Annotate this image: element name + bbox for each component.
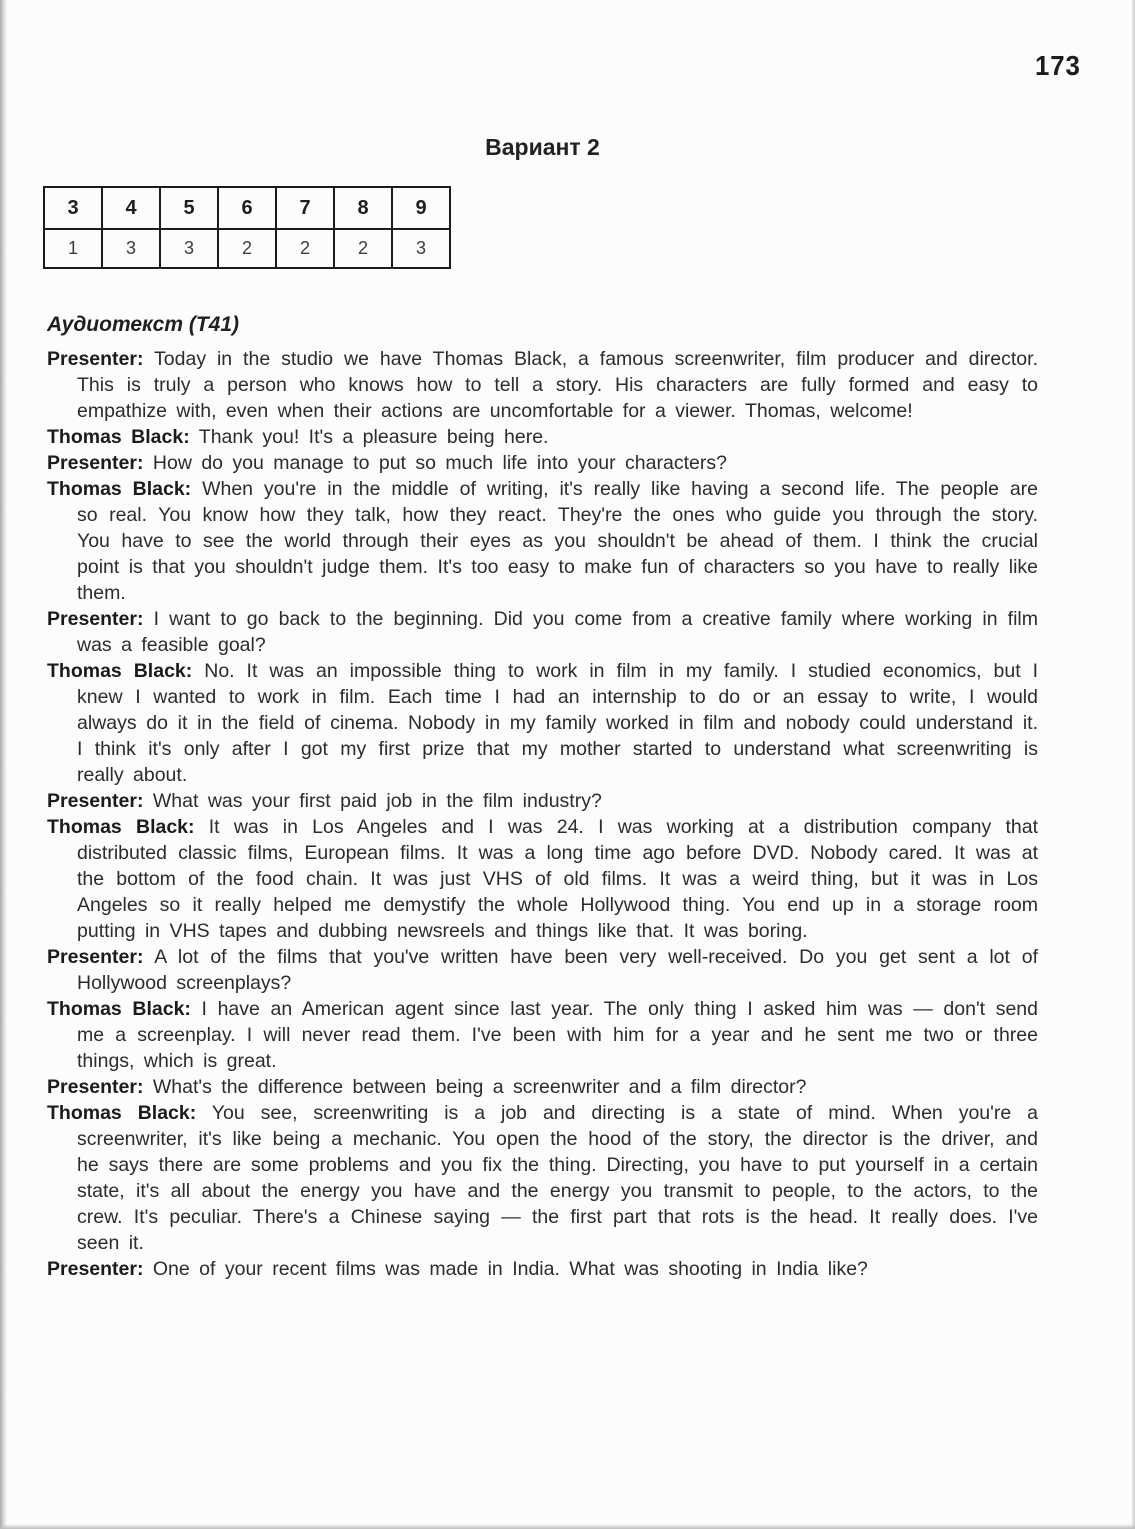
speech-text: I have an American agent since last year. The only thing I asked him was — don't send me a screenplay. I will never read them. I've been with him for a year and he sent me two or three things, which is great. [77, 998, 1038, 1072]
answer-number-cell: 9 [392, 187, 450, 229]
speech-text: One of your recent films was made in India. What was shooting in India like? [152, 1258, 868, 1280]
answer-number-cell: 6 [218, 187, 276, 229]
scan-edge-bottom [0, 1524, 1135, 1529]
speech-text: It was in Los Angeles and I was 24. I was working at a distribution company that distributed classic films, European films. It was a long time ago before DVD. Nobody cared. It was at the bottom of the food chain. It was just VHS of old films. It was a weird thing, but it was in Los Angeles so it really helped me demystify the whole Hollywood thing. You end up in a storage room putting in VHS tapes and dubbing newsreels and things like that. It was boring. [77, 816, 1038, 942]
transcript-paragraph [47, 944, 1038, 996]
speech-text: When you're in the middle of writing, it's really like having a second life. The people are so real. You know how they talk, how they react. They're the ones who guide you through the story. You have to see the world through their eyes as you shouldn't be ahead of them. I think the crucial point is that you shouldn't judge them. It's too easy to make fun of characters so you have to really like them. [77, 478, 1039, 604]
transcript-paragraph [47, 814, 1038, 944]
speech-text: Today in the studio we have Thomas Black, a famous screenwriter, film producer and director. This is truly a person who knows how to tell a story. His characters are fully formed and easy to empathize with, even when their actions are uncomfortable for a viewer. Thomas, welcome! [77, 348, 1038, 422]
answer-number-cell: 3 [44, 187, 102, 229]
speaker-label: Thomas Black: [47, 1102, 197, 1124]
answer-value-cell: 2 [218, 229, 276, 268]
transcript-paragraph [47, 788, 1038, 814]
speech-text: What was your first paid job in the film industry? [152, 790, 602, 812]
transcript-paragraph [47, 450, 1038, 476]
transcript-paragraph [47, 1256, 1038, 1282]
transcript-paragraph [47, 1100, 1038, 1256]
speaker-label: Presenter: [47, 452, 144, 474]
answer-value-cell: 3 [160, 229, 218, 268]
answer-number-cell: 8 [334, 187, 392, 229]
speaker-label: Presenter: [47, 1076, 144, 1098]
transcript-paragraph [47, 424, 1038, 450]
speaker-label: Presenter: [47, 790, 144, 812]
transcript-paragraph [47, 658, 1038, 788]
transcript-paragraph [47, 476, 1038, 606]
answers-value-row [44, 229, 450, 268]
speech-text: I want to go back to the beginning. Did you come from a creative family where working in film was a feasible goal? [77, 608, 1039, 656]
scan-edge-left [0, 0, 7, 1529]
answer-value-cell: 3 [392, 229, 450, 268]
page-number: 173 [1035, 50, 1081, 81]
speech-text: What's the difference between being a screenwriter and a film director? [152, 1076, 807, 1098]
speaker-label: Presenter: [47, 608, 144, 630]
speaker-label: Thomas Black: [47, 426, 190, 448]
answer-value-cell: 2 [276, 229, 334, 268]
scan-edge-right [1131, 0, 1135, 1529]
speaker-label: Thomas Black: [47, 478, 192, 500]
speech-text: Thank you! It's a pleasure being here. [198, 426, 549, 448]
answers-header-row [44, 187, 450, 229]
answer-number-cell: 4 [102, 187, 160, 229]
transcript-paragraph [47, 346, 1038, 424]
answer-value-cell: 3 [102, 229, 160, 268]
transcript-paragraph [47, 1074, 1038, 1100]
answer-number-cell: 7 [276, 187, 334, 229]
speaker-label: Presenter: [47, 348, 144, 370]
speech-text: No. It was an impossible thing to work in film in my family. I studied economics, but I knew I wanted to work in film. Each time I had an internship to do or an essay to write, I would always do it in the field of cinema. Nobody in my family worked in film and nobody could understand it. I think it's only after I got my first prize that my mother started to understand what screenwriting is really about. [77, 660, 1039, 786]
answer-number-cell: 5 [160, 187, 218, 229]
answer-value-cell: 1 [44, 229, 102, 268]
speech-text: A lot of the films that you've written have been very well-received. Do you get sent a lot of Hollywood screenplays? [77, 946, 1038, 994]
speaker-label: Presenter: [47, 946, 144, 968]
answer-value-cell: 2 [334, 229, 392, 268]
speaker-label: Thomas Black: [47, 660, 193, 682]
transcript-paragraph [47, 606, 1038, 658]
speaker-label: Thomas Black: [47, 816, 195, 838]
speech-text: You see, screenwriting is a job and directing is a state of mind. When you're a screenwriter, it's like being a mechanic. You open the hood of the story, the director is the driver, and he says there are some problems and you fix the thing. Directing, you have to put yourself in a certain state, it's all about the energy you have and the energy you transmit to people, to the actors, to the crew. It's peculiar. There's a Chinese saying — the first part that rots is the head. It really does. I've seen it. [77, 1102, 1038, 1254]
transcript-paragraph [47, 996, 1038, 1074]
speech-text: How do you manage to put so much life into your characters? [152, 452, 727, 474]
audiotext-heading: Аудиотекст (Т41) [47, 313, 240, 336]
page-content [47, 0, 1038, 1282]
transcript [47, 346, 1038, 1282]
speaker-label: Presenter: [47, 1258, 144, 1280]
speaker-label: Thomas Black: [47, 998, 191, 1020]
variant-title: Вариант 2 [485, 134, 600, 160]
answers-table [43, 186, 451, 269]
